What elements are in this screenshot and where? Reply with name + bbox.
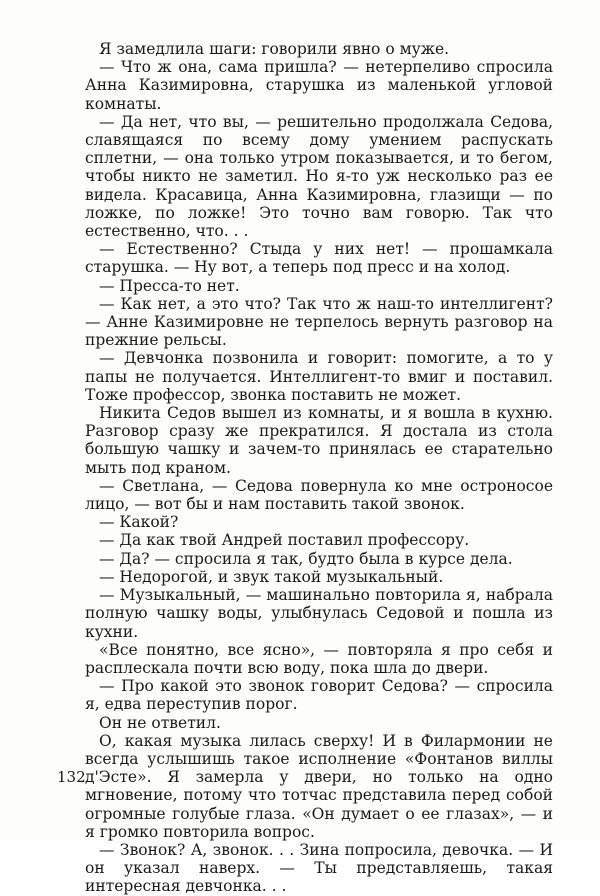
paragraph: — Какой? bbox=[99, 513, 179, 532]
paragraph: О, какая музыка лилась сверху! И в Филармонии не всегда услышишь такое исполнение «Фонтанов виллы д'Эсте». Я замерла у двери, но только на одно мгновение, потому что тотчас представила перед собой огромные голубые глаза. «Он думает о ее глазах», — и я громко повторила вопрос. bbox=[85, 731, 553, 841]
paragraph: Я замедлила шаги: говорили явно о муже. bbox=[99, 40, 450, 58]
paragraph: — Светлана, — Седова повернула ко мне остроносое лицо, — вот бы и нам поставить такой звонок. bbox=[85, 476, 553, 514]
paragraph: — Да нет, что вы, — решительно продолжала Седова, славящаяся по всему дому умением распускать сплетни, — она только утром показывается, и то бегом, чтобы никто не заметил. Но я-то уж несколько раз ее видела. Красавица, Анна Казимировна, глазищи — по ложке, по ложке! Это точно вам говорю. Так что естественно, что. . . bbox=[85, 112, 553, 241]
page-number: 132 bbox=[57, 768, 86, 786]
paragraph: — Звонок? А, звонок. . . Зина попросила, девочка. — И он указал наверх. — Ты представляешь, такая интересная девчонка. . . bbox=[85, 840, 553, 896]
paragraph: — Как нет, а это что? Так что ж наш-то интеллигент? — Анне Казимировне не терпелось вернуть разговор на прежние рельсы. bbox=[85, 294, 553, 350]
paragraph: Никита Седов вышел из комнаты, и я вошла в кухню. Разговор сразу же прекратился. Я достала из стола большую чашку и зачем-то принялась ее старательно мыть под краном. bbox=[85, 404, 553, 477]
paragraph: — Да как твой Андрей поставил профессору. bbox=[99, 531, 470, 550]
paragraph: — Естественно? Стыда у них нет! — прошамкала старушка. — Ну вот, а теперь под пресс и на холод. bbox=[85, 240, 553, 277]
paragraph: — Да? — спросила я так, будто была в курсе дела. bbox=[99, 549, 513, 568]
paragraph: — Недорогой, и звук такой музыкальный. bbox=[99, 567, 444, 586]
paragraph: — Пресса-то нет. bbox=[99, 276, 240, 295]
paragraph: — Музыкальный, — машинально повторила я, набрала полную чашку воды, улыбнулась Седовой и пошла из кухни. bbox=[85, 586, 553, 641]
paragraph: Он не ответил. bbox=[99, 713, 221, 732]
paragraph: «Все понятно, все ясно», — повторяла я про себя и расплескала почти всю воду, пока шла до двери. bbox=[85, 640, 553, 677]
paragraph: — Девчонка позвонила и говорит: помогите, а то у папы не получается. Интеллигент-то вмиг и поставил. Тоже профессор, звонка поставить не может. bbox=[85, 349, 553, 404]
paragraph: — Про какой это звонок говорит Седова? — спросила я, едва переступив порог. bbox=[85, 677, 553, 714]
body-text bbox=[85, 40, 553, 896]
paragraph: — Что ж она, сама пришла? — нетерпеливо спросила Анна Казимировна, старушка из маленькой угловой комнаты. bbox=[85, 58, 553, 113]
